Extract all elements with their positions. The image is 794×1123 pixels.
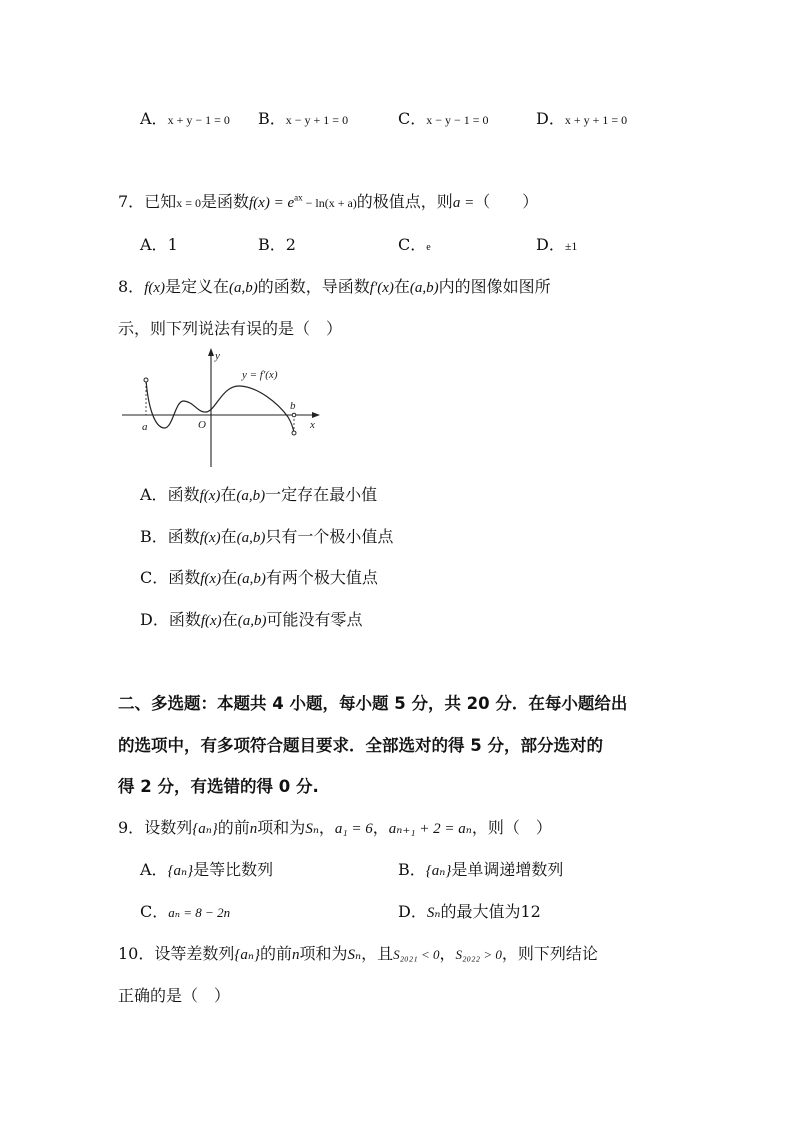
stem-math: (a,b) — [409, 280, 439, 296]
q8-option-d — [140, 607, 362, 630]
stem-text: 项和为 — [257, 818, 306, 837]
y-axis-arrow — [208, 348, 214, 356]
point-b-marker — [292, 413, 296, 417]
option-math: f(x) — [200, 571, 222, 587]
option-text: 一定存在最小值 — [265, 485, 378, 504]
option-text: 在 — [221, 568, 238, 587]
stem-math: aₙ₊₁ + 2 = aₙ — [388, 821, 472, 837]
q8-option-a — [140, 482, 377, 505]
option-letter: A． — [140, 860, 168, 879]
q8-stem-line2 — [118, 316, 342, 339]
stem-math: a₁ = 6 — [334, 821, 373, 837]
option-text: 2 — [285, 235, 296, 254]
stem-text: 正确的是（ ） — [118, 986, 231, 1005]
option-math: (a,b) — [237, 613, 267, 629]
option-letter: C． — [398, 109, 427, 128]
option-math: f(x) — [199, 530, 221, 546]
q9-option-a — [140, 857, 273, 880]
option-letter: D． — [140, 610, 169, 629]
a-label: a — [142, 421, 148, 433]
stem-math: n — [291, 947, 300, 963]
stem-math: S₂₀₂₂ > 0 — [455, 947, 502, 962]
question-number: 8． — [118, 277, 145, 296]
option-letter: C． — [140, 568, 169, 587]
option-text: 在 — [221, 610, 238, 629]
option-math: x − y − 1 = 0 — [426, 113, 489, 127]
stem-math: f′(x) — [369, 280, 394, 296]
option-text: 有两个极大值点 — [265, 568, 378, 587]
option-math: aₙ = 8 − 2n — [168, 905, 231, 920]
option-text: 可能没有零点 — [266, 610, 363, 629]
section-heading-text: 得 2 分，有选错的得 0 分. — [118, 777, 319, 796]
stem-text: 的前 — [217, 818, 250, 837]
stem-math: {aₙ} — [192, 821, 218, 837]
stem-math: Sₙ — [347, 947, 362, 963]
option-text: 的最大值为12 — [440, 902, 541, 921]
stem-math: a = — [452, 195, 475, 211]
option-math: x − y + 1 = 0 — [285, 113, 349, 127]
option-text: ±1 — [564, 239, 578, 253]
option-text: 在 — [220, 485, 237, 504]
x-axis-arrow — [312, 412, 320, 418]
option-math: (a,b) — [237, 571, 266, 587]
origin-label: O — [198, 419, 206, 431]
q6-option-a — [140, 106, 230, 129]
x-axis-label: x — [310, 419, 315, 431]
q8-option-b — [140, 524, 393, 547]
stem-text: 设数列 — [144, 818, 193, 837]
option-letter: C． — [140, 902, 169, 921]
question-number: 9． — [118, 818, 145, 837]
option-letter: A． — [140, 235, 168, 254]
derivative-curve — [146, 380, 294, 433]
b-label: b — [290, 400, 296, 412]
option-text: 函数 — [168, 568, 201, 587]
option-text: 函数 — [167, 485, 200, 504]
section2-heading-line3 — [118, 773, 319, 797]
q7-option-d — [536, 232, 577, 255]
question-number: 7． — [118, 192, 145, 211]
stem-math: − ln(x + a) — [302, 196, 357, 210]
stem-text: 是定义在 — [165, 277, 230, 296]
option-math: (a,b) — [236, 530, 266, 546]
section2-heading-line1 — [118, 690, 627, 714]
q6-option-d — [536, 106, 627, 129]
stem-text: 的前 — [259, 944, 292, 963]
section-heading-text: 的选项中，有多项符合题目要求．全部选对的得 5 分，部分选对的 — [118, 736, 603, 755]
q6-option-b — [258, 106, 348, 129]
endpoint-a-marker — [144, 378, 148, 382]
option-text: 在 — [220, 527, 237, 546]
q9-option-c — [140, 899, 230, 922]
option-text: 是单调递增数列 — [451, 860, 564, 879]
stem-text: 的极值点，则 — [356, 192, 453, 211]
stem-text: ， — [318, 818, 335, 837]
option-math: x + y + 1 = 0 — [564, 113, 628, 127]
endpoint-b-marker — [292, 431, 296, 435]
stem-math: Sₙ — [305, 821, 319, 837]
option-math: f(x) — [200, 613, 222, 629]
q8-option-c — [140, 565, 378, 588]
stem-math: (a,b) — [229, 280, 258, 296]
stem-math: f(x) — [144, 280, 166, 296]
option-letter: D． — [398, 902, 427, 921]
stem-math-sup: ax — [294, 192, 303, 203]
q9-stem — [118, 815, 552, 838]
option-math: {aₙ} — [167, 863, 194, 879]
stem-text: ， — [372, 818, 389, 837]
stem-text: ，则（ ） — [471, 818, 552, 837]
q10-stem-line2 — [118, 983, 230, 1006]
option-letter: B． — [258, 235, 286, 254]
option-text: 函数 — [168, 610, 201, 629]
q7-option-c — [398, 232, 431, 255]
q10-stem-line1 — [118, 941, 598, 964]
section2-heading-line2 — [118, 732, 603, 756]
option-letter: A． — [140, 485, 168, 504]
y-axis-label: y — [215, 350, 220, 362]
option-letter: B． — [140, 527, 168, 546]
stem-text: 设等差数列 — [154, 944, 235, 963]
stem-math: {aₙ} — [234, 947, 260, 963]
stem-text: 内的图像如图所 — [438, 277, 551, 296]
option-text: 函数 — [167, 527, 200, 546]
option-math: f(x) — [199, 488, 221, 504]
stem-text: 是函数 — [200, 192, 249, 211]
q9-option-b — [398, 857, 563, 880]
option-math: {aₙ} — [425, 863, 452, 879]
answer-paren: （ ） — [474, 192, 539, 211]
option-text: e — [426, 242, 431, 253]
stem-math: f(x) = e — [249, 195, 295, 211]
option-letter: B． — [398, 860, 426, 879]
option-letter: A． — [140, 109, 168, 128]
stem-text: ，且 — [361, 944, 394, 963]
stem-text: 在 — [393, 277, 410, 296]
curve-label: y = f′(x) — [242, 369, 278, 381]
q7-stem — [118, 189, 538, 212]
option-letter: B． — [258, 109, 286, 128]
stem-math: x = 0 — [176, 196, 201, 210]
q7-option-b — [258, 232, 296, 255]
q6-option-c — [398, 106, 489, 129]
question-number: 10． — [118, 944, 155, 963]
option-math: x + y − 1 = 0 — [167, 113, 230, 127]
option-letter: D． — [536, 109, 565, 128]
option-letter: C． — [398, 235, 427, 254]
stem-math: n — [249, 821, 258, 837]
option-text: 只有一个极小值点 — [265, 527, 394, 546]
stem-text: 示，则下列说法有误的是（ ） — [118, 319, 343, 338]
option-math: Sₙ — [426, 905, 441, 921]
derivative-graph — [118, 345, 328, 470]
stem-math: S₂₀₂₁ < 0 — [393, 947, 440, 962]
stem-text: ， — [439, 944, 456, 963]
q7-option-a — [140, 232, 178, 255]
option-math: (a,b) — [236, 488, 266, 504]
option-text: 1 — [167, 235, 178, 254]
q8-stem-line1 — [118, 274, 551, 297]
q9-option-d — [398, 899, 541, 922]
stem-text: ，则下列结论 — [501, 944, 598, 963]
stem-text: 已知 — [144, 192, 177, 211]
stem-text: 的函数，导函数 — [257, 277, 370, 296]
option-text: 是等比数列 — [193, 860, 274, 879]
option-letter: D． — [536, 235, 565, 254]
stem-text: 项和为 — [299, 944, 348, 963]
section-heading-text: 二、多选题：本题共 4 小题，每小题 5 分，共 20 分．在每小题给出 — [118, 694, 628, 713]
